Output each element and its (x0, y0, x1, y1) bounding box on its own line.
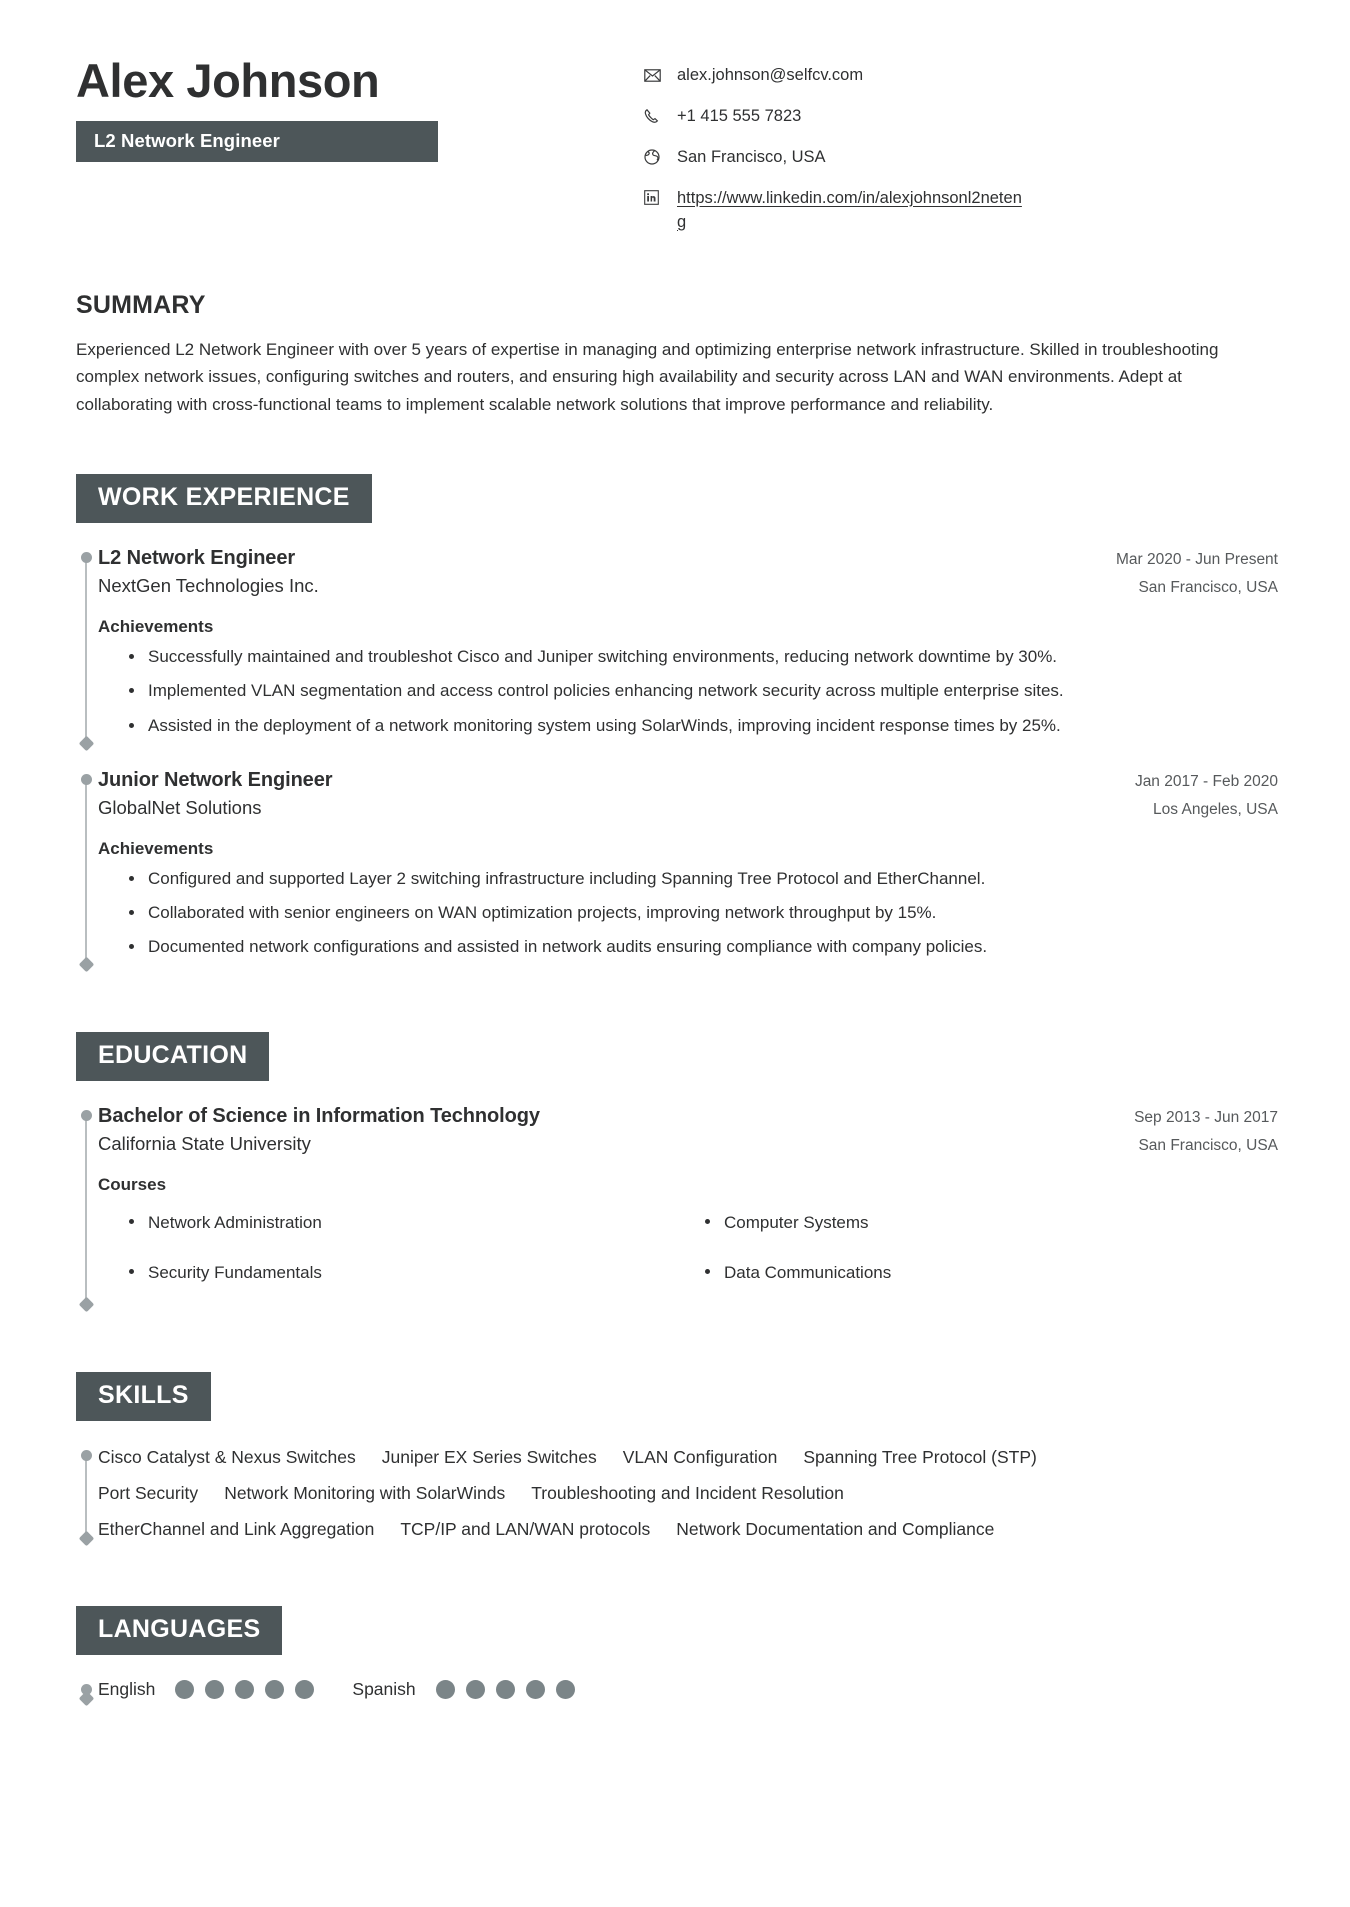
work-entry-subheader (98, 575, 1278, 597)
timeline-line (85, 1453, 87, 1540)
rating-dot (295, 1680, 314, 1699)
contact-list (636, 52, 1278, 235)
timeline-line (85, 555, 87, 745)
skills-rows (98, 1445, 1278, 1540)
education-courses-grid (98, 1201, 1278, 1299)
rating-dot (466, 1680, 485, 1699)
work-entry-bullets (98, 643, 1278, 739)
education-entry-header (98, 1105, 1278, 1128)
list-item: Network Administration (146, 1201, 702, 1250)
job-title-badge: L2 Network Engineer (76, 121, 438, 162)
work-entry-location: San Francisco, USA (1138, 579, 1278, 597)
list-item: Documented network configurations and assisted in network audits ensuring compliance with company policies. (146, 933, 1278, 960)
education-banner-wrap (0, 1032, 1278, 1081)
language-item (352, 1679, 574, 1700)
work-entry-title: L2 Network Engineer (98, 547, 296, 570)
contact-item-email (644, 64, 1278, 88)
location-globe-icon (644, 146, 668, 166)
language-name: English (98, 1678, 156, 1699)
work-entry-header (98, 547, 1278, 570)
list-item: Configured and supported Layer 2 switching infrastructure including Spanning Tree Protocol and EtherChannel. (146, 865, 1278, 892)
timeline-dot-end-icon (78, 1690, 94, 1706)
rating-dot (526, 1680, 545, 1699)
language-name: Spanish (352, 1678, 416, 1699)
list-item: Successfully maintained and troubleshot Cisco and Juniper switching environments, reducing network downtime by 30%. (146, 643, 1278, 670)
work-experience-banner-wrap (0, 474, 1278, 523)
education-entry-location: San Francisco, USA (1138, 1137, 1278, 1155)
summary-text: Experienced L2 Network Engineer with over 5 years of expertise in managing and optimizing enterprise network infrastructure. Skilled in troubleshooting complex network issues, configuring switches and routers, and ensuring high availability and security across LAN and WAN environments. Adept at collaborating with cross-functional teams to implement scalable network solutions that improve performance and reliability. (76, 339, 1219, 414)
work-entry-header (98, 769, 1278, 792)
skill-item: VLAN Configuration (622, 1446, 778, 1467)
work-entry-subheader (98, 797, 1278, 819)
education-entry-dates: Sep 2013 - Jun 2017 (1134, 1109, 1278, 1127)
rating-dot (556, 1680, 575, 1699)
timeline-line (85, 1113, 87, 1305)
work-entry-dates: Mar 2020 - Jun Present (1116, 551, 1278, 569)
rating-dot (496, 1680, 515, 1699)
contact-item-location (644, 146, 1278, 170)
skills-banner-wrap (0, 1372, 1278, 1421)
rating-dot (436, 1680, 455, 1699)
resume-header (0, 0, 1350, 235)
timeline-dot-start-icon (81, 1110, 92, 1121)
language-level-dots (436, 1680, 575, 1699)
email-icon (644, 64, 668, 84)
work-entry-location: Los Angeles, USA (1153, 800, 1278, 818)
language-level-dots (175, 1680, 314, 1699)
list-item: Implemented VLAN segmentation and access control policies enhancing network security across multiple enterprise sites. (146, 677, 1278, 704)
languages-section (0, 1606, 1350, 1700)
timeline-line (85, 777, 87, 967)
language-item (98, 1679, 314, 1700)
timeline-dot-start-icon (81, 552, 92, 563)
skills-heading: SKILLS (76, 1372, 211, 1421)
languages-banner-wrap (0, 1606, 1278, 1655)
list-item: Security Fundamentals (146, 1251, 702, 1300)
list-item: Assisted in the deployment of a network monitoring system using SolarWinds, improving incident response times by 25%. (146, 712, 1278, 739)
skill-item: EtherChannel and Link Aggregation (98, 1518, 375, 1539)
education-entry-organization: California State University (98, 1133, 311, 1155)
contact-item-phone (644, 105, 1278, 129)
rating-dot (205, 1680, 224, 1699)
languages-block (76, 1679, 1278, 1700)
skill-item: Troubleshooting and Incident Resolution (531, 1482, 844, 1503)
header-identity (76, 52, 636, 162)
contact-location-text: San Francisco, USA (677, 147, 826, 166)
linkedin-icon (644, 187, 668, 207)
phone-icon (644, 105, 668, 125)
contact-linkedin-text[interactable] (677, 187, 1022, 235)
work-entry-organization: NextGen Technologies Inc. (98, 575, 319, 597)
rating-dot (235, 1680, 254, 1699)
contact-item-linkedin[interactable] (644, 187, 1278, 235)
languages-row (98, 1679, 1278, 1700)
work-entry-bullets (98, 865, 1278, 961)
skill-item: Spanning Tree Protocol (STP) (803, 1446, 1037, 1467)
work-entry (76, 547, 1278, 745)
page-title: Alex Johnson (76, 54, 380, 107)
work-entry-list-label: Achievements (98, 838, 214, 858)
contact-email-text: alex.johnson@selfcv.com (677, 66, 864, 84)
work-entry-dates: Jan 2017 - Feb 2020 (1134, 772, 1278, 790)
education-entry-subheader (98, 1133, 1278, 1155)
skill-item: Juniper EX Series Switches (381, 1446, 597, 1467)
work-experience-heading: WORK EXPERIENCE (76, 474, 372, 523)
linkedin-link[interactable]: https://www.linkedin.com/in/alexjohnsonl2neteng (677, 188, 1022, 231)
summary-heading: SUMMARY (76, 290, 206, 319)
contact-phone-text: +1 415 555 7823 (677, 106, 802, 125)
timeline-dot-start-icon (81, 1450, 92, 1461)
timeline-dot-start-icon (81, 774, 92, 785)
education-entry-title: Bachelor of Science in Information Technology (98, 1105, 540, 1128)
summary-section (0, 291, 1350, 419)
work-entry-title: Junior Network Engineer (98, 768, 333, 791)
list-item: Collaborated with senior engineers on WAN optimization projects, improving network throughput by 15%. (146, 899, 1278, 926)
skill-item: Network Documentation and Compliance (676, 1518, 995, 1539)
list-item: Computer Systems (722, 1201, 1278, 1250)
skill-item: Network Monitoring with SolarWinds (224, 1482, 506, 1503)
work-entry-list-label: Achievements (98, 617, 214, 637)
skill-item: TCP/IP and LAN/WAN protocols (400, 1518, 651, 1539)
rating-dot (175, 1680, 194, 1699)
education-entry (76, 1105, 1278, 1305)
skills-row (98, 1483, 1278, 1504)
skills-block (76, 1445, 1278, 1540)
education-entry-list-label: Courses (98, 1175, 167, 1195)
work-entry (76, 769, 1278, 967)
work-entry-organization: GlobalNet Solutions (98, 796, 262, 818)
skill-item: Port Security (98, 1482, 199, 1503)
rating-dot (265, 1680, 284, 1699)
languages-heading: LANGUAGES (76, 1606, 282, 1655)
skill-item: Cisco Catalyst & Nexus Switches (98, 1446, 356, 1467)
list-item: Data Communications (722, 1251, 1278, 1300)
education-heading: EDUCATION (76, 1032, 269, 1081)
education-section (0, 1032, 1350, 1305)
skills-row (98, 1447, 1278, 1468)
work-experience-section (0, 474, 1350, 966)
skills-section (0, 1372, 1350, 1540)
skills-row (98, 1519, 1278, 1540)
